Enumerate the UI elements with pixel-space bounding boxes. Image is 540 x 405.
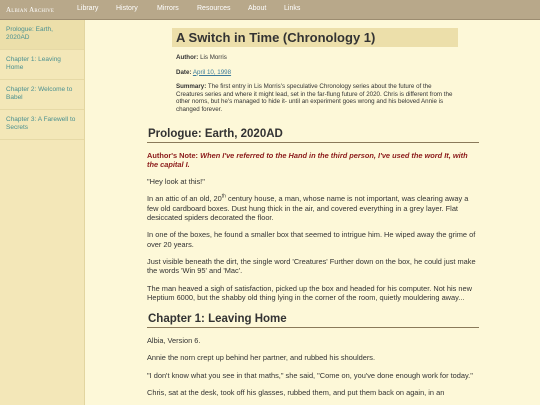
story-header <box>172 28 458 114</box>
superscript: th <box>221 193 226 200</box>
date-link[interactable]: April 10, 1998 <box>192 68 232 76</box>
prologue-paragraph-4: Just visible beneath the dirt, the single word 'Creatures' Further down on the box, he could just make the words 'Win 95' and 'Mac'. <box>147 256 476 276</box>
author-note-text: When I've referred to the Hand in the third person, I've used the word It, with the capital I. <box>147 150 468 169</box>
site-logo[interactable]: Albian Archive <box>6 6 55 14</box>
prologue-heading: Prologue: Earth, 2020AD <box>147 126 479 143</box>
paragraph-text: In an attic of an old, 20 <box>147 194 222 204</box>
chapter-1-paragraph-4: Chris, sat at the desk, took off his glasses, rubbed them, and put them back on again, in an <box>147 388 445 398</box>
author-line <box>172 54 458 62</box>
prologue-paragraph-5: The man heaved a sigh of satisfaction, picked up the box and headed for his computer. Not his new Heptium 6000, but the shabby old thing lying in the corner of the room, quietly mouldering away... <box>147 283 472 302</box>
prologue-paragraph-3: In one of the boxes, he found a smaller box that seemed to intrigue him. He wiped away the grime of over 20 years. <box>147 230 476 249</box>
author-note <box>147 151 479 170</box>
page-title: A Switch in Time (Chronology 1) <box>172 28 458 47</box>
date-label: Date: <box>176 68 192 76</box>
summary-label: Summary: <box>176 83 207 91</box>
author-label: Author: <box>176 54 199 61</box>
chapter-1-paragraph-2: Annie the norn crept up behind her partner, and rubbed his shoulders. <box>147 353 376 363</box>
nav-about[interactable]: About <box>248 5 267 12</box>
chapter-1-paragraph-3: "I don't know what you see in that maths," she said, "Come on, you've done enough work for today." <box>147 370 473 380</box>
nav-history[interactable]: History <box>116 5 138 12</box>
sidebar-item-chapter-1[interactable]: Chapter 1: Leaving Home <box>0 50 84 80</box>
prologue-paragraph-1: "Hey look at this!" <box>147 177 205 187</box>
main-content <box>147 20 479 397</box>
summary-text: The first entry in Lis Morris's speculative Chronology series about the future of the Creatures series and where it might lead, set in the far-flung future of 2020. Chris is different from the other norns, but he's managed to hide it- until an experiment goes wrong and his beloved Annie is changed forever. <box>176 83 453 113</box>
nav-library[interactable]: Library <box>77 5 99 12</box>
nav-resources[interactable]: Resources <box>197 5 231 12</box>
author-name: Lis Morris <box>200 54 227 61</box>
chapter-sidebar <box>0 20 85 405</box>
nav-mirrors[interactable]: Mirrors <box>157 5 179 12</box>
sidebar-item-chapter-2[interactable]: Chapter 2: Welcome to Babel <box>0 80 84 110</box>
sidebar-item-chapter-3[interactable]: Chapter 3: A Farewell to Secrets <box>0 110 84 140</box>
sidebar-item-prologue[interactable]: Prologue: Earth, 2020AD <box>0 20 84 50</box>
top-navigation-bar <box>0 0 540 20</box>
date-line <box>172 69 458 77</box>
chapter-1-heading: Chapter 1: Leaving Home <box>147 311 479 328</box>
prologue-paragraph-2 <box>147 194 479 222</box>
author-note-label: Author's Note: <box>147 150 199 160</box>
nav-links[interactable]: Links <box>284 5 301 12</box>
summary-line <box>172 83 458 113</box>
chapter-1-paragraph-1: Albia, Version 6. <box>147 336 201 346</box>
paragraph-text: century house, a man, whose name is not important, was clearing away a few old cardboard boxes. Dust hung thick in the air, and covered everything in a grey layer. Flat desiccated spiders decorated the floor. <box>147 194 469 223</box>
